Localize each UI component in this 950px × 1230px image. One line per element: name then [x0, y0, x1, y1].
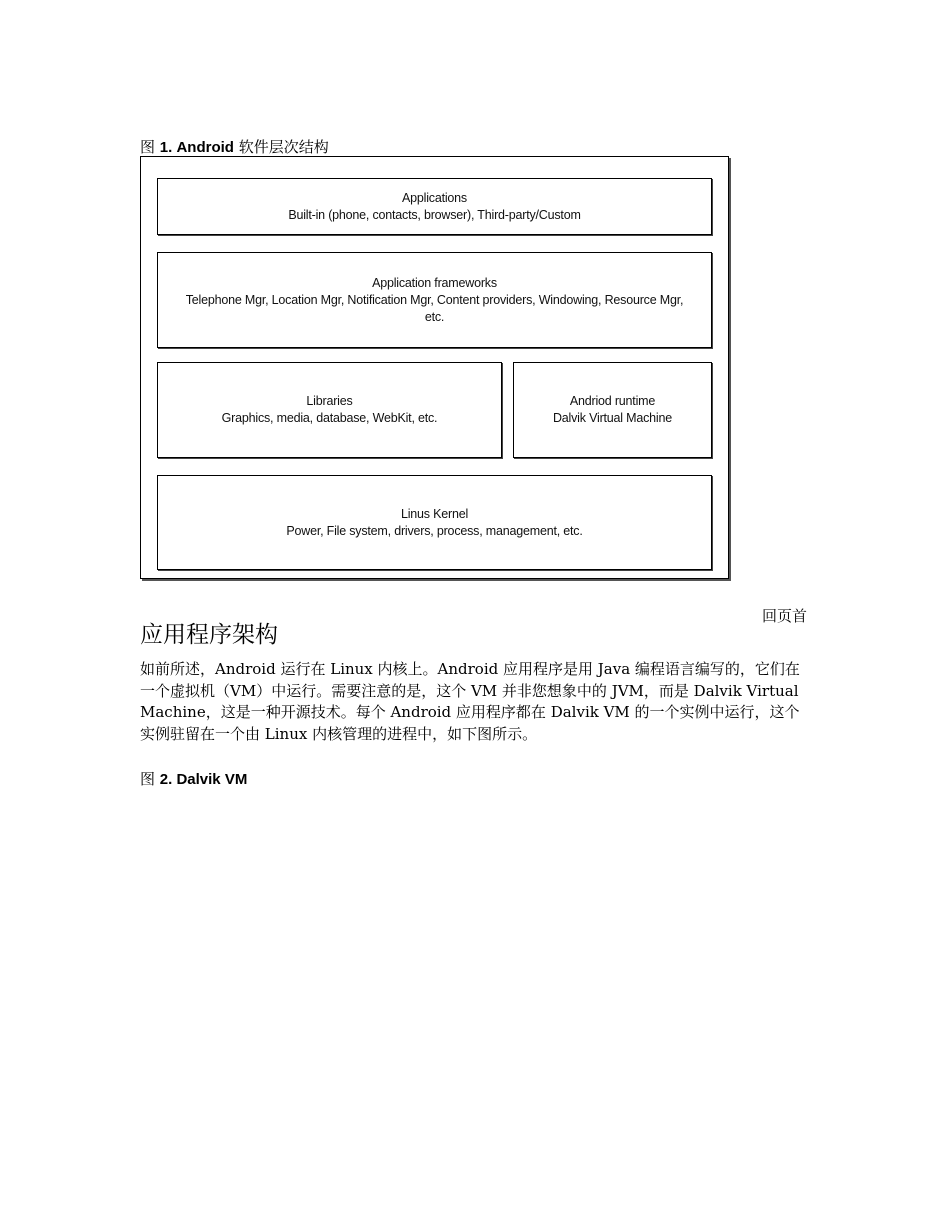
layer-runtime-desc: Dalvik Virtual Machine [552, 411, 673, 425]
layer-libraries [157, 362, 502, 458]
android-stack-diagram [140, 156, 729, 579]
figure-2-caption [140, 770, 247, 789]
layer-applications [157, 178, 712, 235]
figure-1-caption-number: 1. Android [159, 139, 234, 156]
figure-1-caption-prefix: 图 [140, 138, 160, 156]
figure-1-caption [140, 138, 329, 157]
figure-2-caption-number: 2. Dalvik VM [159, 771, 248, 788]
back-to-top-link[interactable]: 回页首 [762, 607, 808, 625]
body-paragraph: 如前所述，Android 运行在 Linux 内核上。Android 应用程序是用 Java 编程语言编写的，它们在一个虚拟机（VM）中运行。需要注意的是，这个 VM 并非您想象中的 JVM，而是 Dalvik Virtual Machine，这是一种开源技术。每个 Android 应用程序都在 Dalvik VM 的一个实例中运行，这个实例驻留在一个由 Linux 内核管理的进程中，如下图所示。 [140, 660, 800, 743]
layer-frameworks-desc: Telephone Mgr, Location Mgr, Notification Mgr, Content providers, Windowing, Resource Mgr, etc. [185, 292, 684, 324]
layer-linux-kernel [157, 475, 712, 570]
layer-frameworks-title: Application frameworks [372, 275, 497, 290]
layer-libraries-desc: Graphics, media, database, WebKit, etc. [221, 411, 438, 425]
layer-application-frameworks [157, 252, 712, 348]
layer-applications-title: Applications [401, 190, 467, 205]
section-heading: 应用程序架构 [140, 622, 278, 648]
figure-2-caption-prefix: 图 [140, 770, 160, 788]
layer-libraries-title: Libraries [306, 394, 353, 408]
layer-kernel-desc: Power, File system, drivers, process, management, etc. [286, 523, 583, 538]
layer-applications-desc: Built-in (phone, contacts, browser), Third-party/Custom [288, 207, 581, 222]
layer-android-runtime [513, 362, 712, 458]
figure-1-caption-suffix: 软件层次结构 [233, 138, 329, 156]
layer-kernel-title: Linus Kernel [400, 506, 469, 521]
layer-runtime-title: Andriod runtime [569, 394, 656, 408]
